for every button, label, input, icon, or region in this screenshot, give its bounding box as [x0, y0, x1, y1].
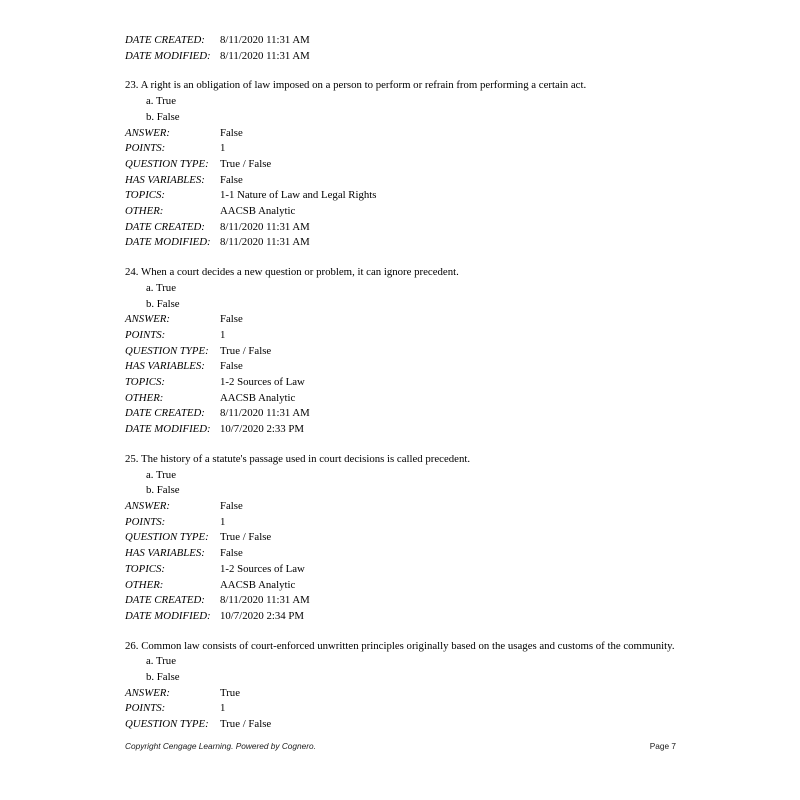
metadata-label: HAS VARIABLES:	[125, 547, 205, 560]
metadata-value: 1-1 Nature of Law and Legal Rights	[220, 189, 377, 202]
question-text	[125, 78, 676, 94]
metadata-label: HAS VARIABLES:	[125, 360, 205, 373]
leading-metadata-block	[125, 33, 676, 64]
metadata-label: QUESTION TYPE:	[125, 531, 209, 544]
answer-options	[125, 94, 676, 125]
metadata-label: DATE MODIFIED:	[125, 236, 211, 249]
answer-options	[125, 468, 676, 499]
metadata-value: 10/7/2020 2:33 PM	[220, 423, 304, 436]
metadata-label: DATE CREATED:	[125, 220, 205, 233]
metadata-value: 1-2 Sources of Law	[220, 376, 305, 389]
metadata-row	[125, 499, 676, 515]
question-block	[125, 78, 676, 251]
metadata-row	[125, 220, 676, 236]
metadata-row	[125, 530, 676, 546]
metadata-label: HAS VARIABLES:	[125, 173, 205, 186]
metadata-label: TOPICS:	[125, 376, 165, 389]
metadata-value: True / False	[220, 718, 272, 731]
metadata-label: ANSWER:	[125, 126, 170, 139]
metadata-label: POINTS:	[125, 328, 166, 341]
metadata-row	[125, 578, 676, 594]
metadata-label: POINTS:	[125, 702, 166, 715]
metadata-value: 10/7/2020 2:34 PM	[220, 609, 304, 622]
metadata-value: True / False	[220, 157, 272, 170]
copyright-text: Copyright Cengage Learning. Powered by Cognero.	[125, 741, 316, 751]
answer-options	[125, 281, 676, 312]
metadata-value: False	[220, 547, 243, 560]
metadata-value: 1-2 Sources of Law	[220, 562, 305, 575]
question-number: 25.	[125, 452, 139, 465]
questions-container	[125, 78, 676, 732]
metadata-row	[125, 204, 676, 220]
answer-options	[125, 654, 676, 685]
metadata-label: DATE MODIFIED:	[125, 423, 211, 436]
metadata-row	[125, 593, 676, 609]
metadata-value: 1	[220, 328, 226, 341]
answer-option: a. True	[146, 468, 176, 481]
metadata-value: False	[220, 126, 243, 139]
metadata-label: DATE CREATED:	[125, 407, 205, 420]
answer-option: a. True	[146, 655, 176, 668]
metadata-value: 1	[220, 142, 226, 155]
question-text	[125, 452, 676, 468]
metadata-row	[125, 406, 676, 422]
metadata-value: False	[220, 313, 243, 326]
question-metadata	[125, 312, 676, 438]
metadata-row	[125, 33, 676, 49]
metadata-label: ANSWER:	[125, 686, 170, 699]
metadata-label: TOPICS:	[125, 562, 165, 575]
answer-option: a. True	[146, 95, 176, 108]
metadata-row	[125, 49, 676, 65]
metadata-row	[125, 188, 676, 204]
metadata-row	[125, 686, 676, 702]
metadata-row	[125, 562, 676, 578]
metadata-row	[125, 235, 676, 251]
page-footer	[125, 741, 676, 751]
metadata-label: OTHER:	[125, 205, 164, 218]
metadata-label: OTHER:	[125, 578, 164, 591]
answer-option: b. False	[146, 110, 180, 123]
metadata-label: DATE CREATED:	[125, 34, 205, 46]
metadata-row	[125, 422, 676, 438]
metadata-label: QUESTION TYPE:	[125, 718, 209, 731]
metadata-label: POINTS:	[125, 142, 166, 155]
metadata-row	[125, 126, 676, 142]
question-number: 26.	[125, 639, 139, 652]
metadata-row	[125, 609, 676, 625]
metadata-label: ANSWER:	[125, 313, 170, 326]
question-block	[125, 265, 676, 438]
metadata-row	[125, 515, 676, 531]
metadata-value: 8/11/2020 11:31 AM	[220, 594, 310, 607]
question-block	[125, 639, 676, 733]
page-number: Page 7	[649, 741, 676, 751]
question-body: When a court decides a new question or problem, it can ignore precedent.	[138, 266, 459, 279]
question-body: A right is an obligation of law imposed on a person to perform or refrain from performing a certain act.	[138, 79, 587, 92]
metadata-value: AACSB Analytic	[220, 391, 296, 404]
question-metadata	[125, 686, 676, 733]
metadata-value: True	[220, 686, 241, 699]
metadata-value: 1	[220, 702, 226, 715]
question-body: The history of a statute's passage used in court decisions is called precedent.	[138, 452, 471, 465]
question-block	[125, 452, 676, 625]
question-text	[125, 265, 676, 281]
metadata-value: 8/11/2020 11:31 AM	[220, 34, 310, 46]
metadata-value: True / False	[220, 531, 272, 544]
metadata-label: OTHER:	[125, 391, 164, 404]
metadata-label: ANSWER:	[125, 499, 170, 512]
metadata-row	[125, 344, 676, 360]
metadata-value: 8/11/2020 11:31 AM	[220, 220, 310, 233]
metadata-value: 1	[220, 515, 226, 528]
metadata-row	[125, 173, 676, 189]
metadata-value: AACSB Analytic	[220, 578, 296, 591]
metadata-row	[125, 157, 676, 173]
question-metadata	[125, 499, 676, 625]
question-body: Common law consists of court-enforced unwritten principles originally based on the usages and customs of the community.	[138, 639, 675, 652]
answer-option: b. False	[146, 671, 180, 684]
metadata-label: QUESTION TYPE:	[125, 157, 209, 170]
metadata-label: DATE MODIFIED:	[125, 609, 211, 622]
metadata-row	[125, 701, 676, 717]
answer-option: a. True	[146, 281, 176, 294]
metadata-row	[125, 141, 676, 157]
metadata-label: QUESTION TYPE:	[125, 344, 209, 357]
metadata-row	[125, 375, 676, 391]
metadata-row	[125, 717, 676, 733]
answer-option: b. False	[146, 297, 180, 310]
question-number: 23.	[125, 79, 139, 92]
question-number: 24.	[125, 266, 139, 279]
metadata-value: False	[220, 360, 243, 373]
answer-option: b. False	[146, 484, 180, 497]
metadata-row	[125, 359, 676, 375]
metadata-value: 8/11/2020 11:31 AM	[220, 49, 310, 62]
metadata-row	[125, 328, 676, 344]
metadata-row	[125, 546, 676, 562]
metadata-value: 8/11/2020 11:31 AM	[220, 407, 310, 420]
metadata-row	[125, 312, 676, 328]
metadata-label: DATE MODIFIED:	[125, 49, 211, 62]
metadata-value: 8/11/2020 11:31 AM	[220, 236, 310, 249]
metadata-value: False	[220, 499, 243, 512]
metadata-label: POINTS:	[125, 515, 166, 528]
metadata-value: AACSB Analytic	[220, 205, 296, 218]
metadata-value: False	[220, 173, 243, 186]
metadata-value: True / False	[220, 344, 272, 357]
page-content	[125, 33, 676, 747]
question-metadata	[125, 126, 676, 252]
metadata-label: DATE CREATED:	[125, 594, 205, 607]
metadata-label: TOPICS:	[125, 189, 165, 202]
metadata-row	[125, 391, 676, 407]
question-text	[125, 639, 676, 655]
